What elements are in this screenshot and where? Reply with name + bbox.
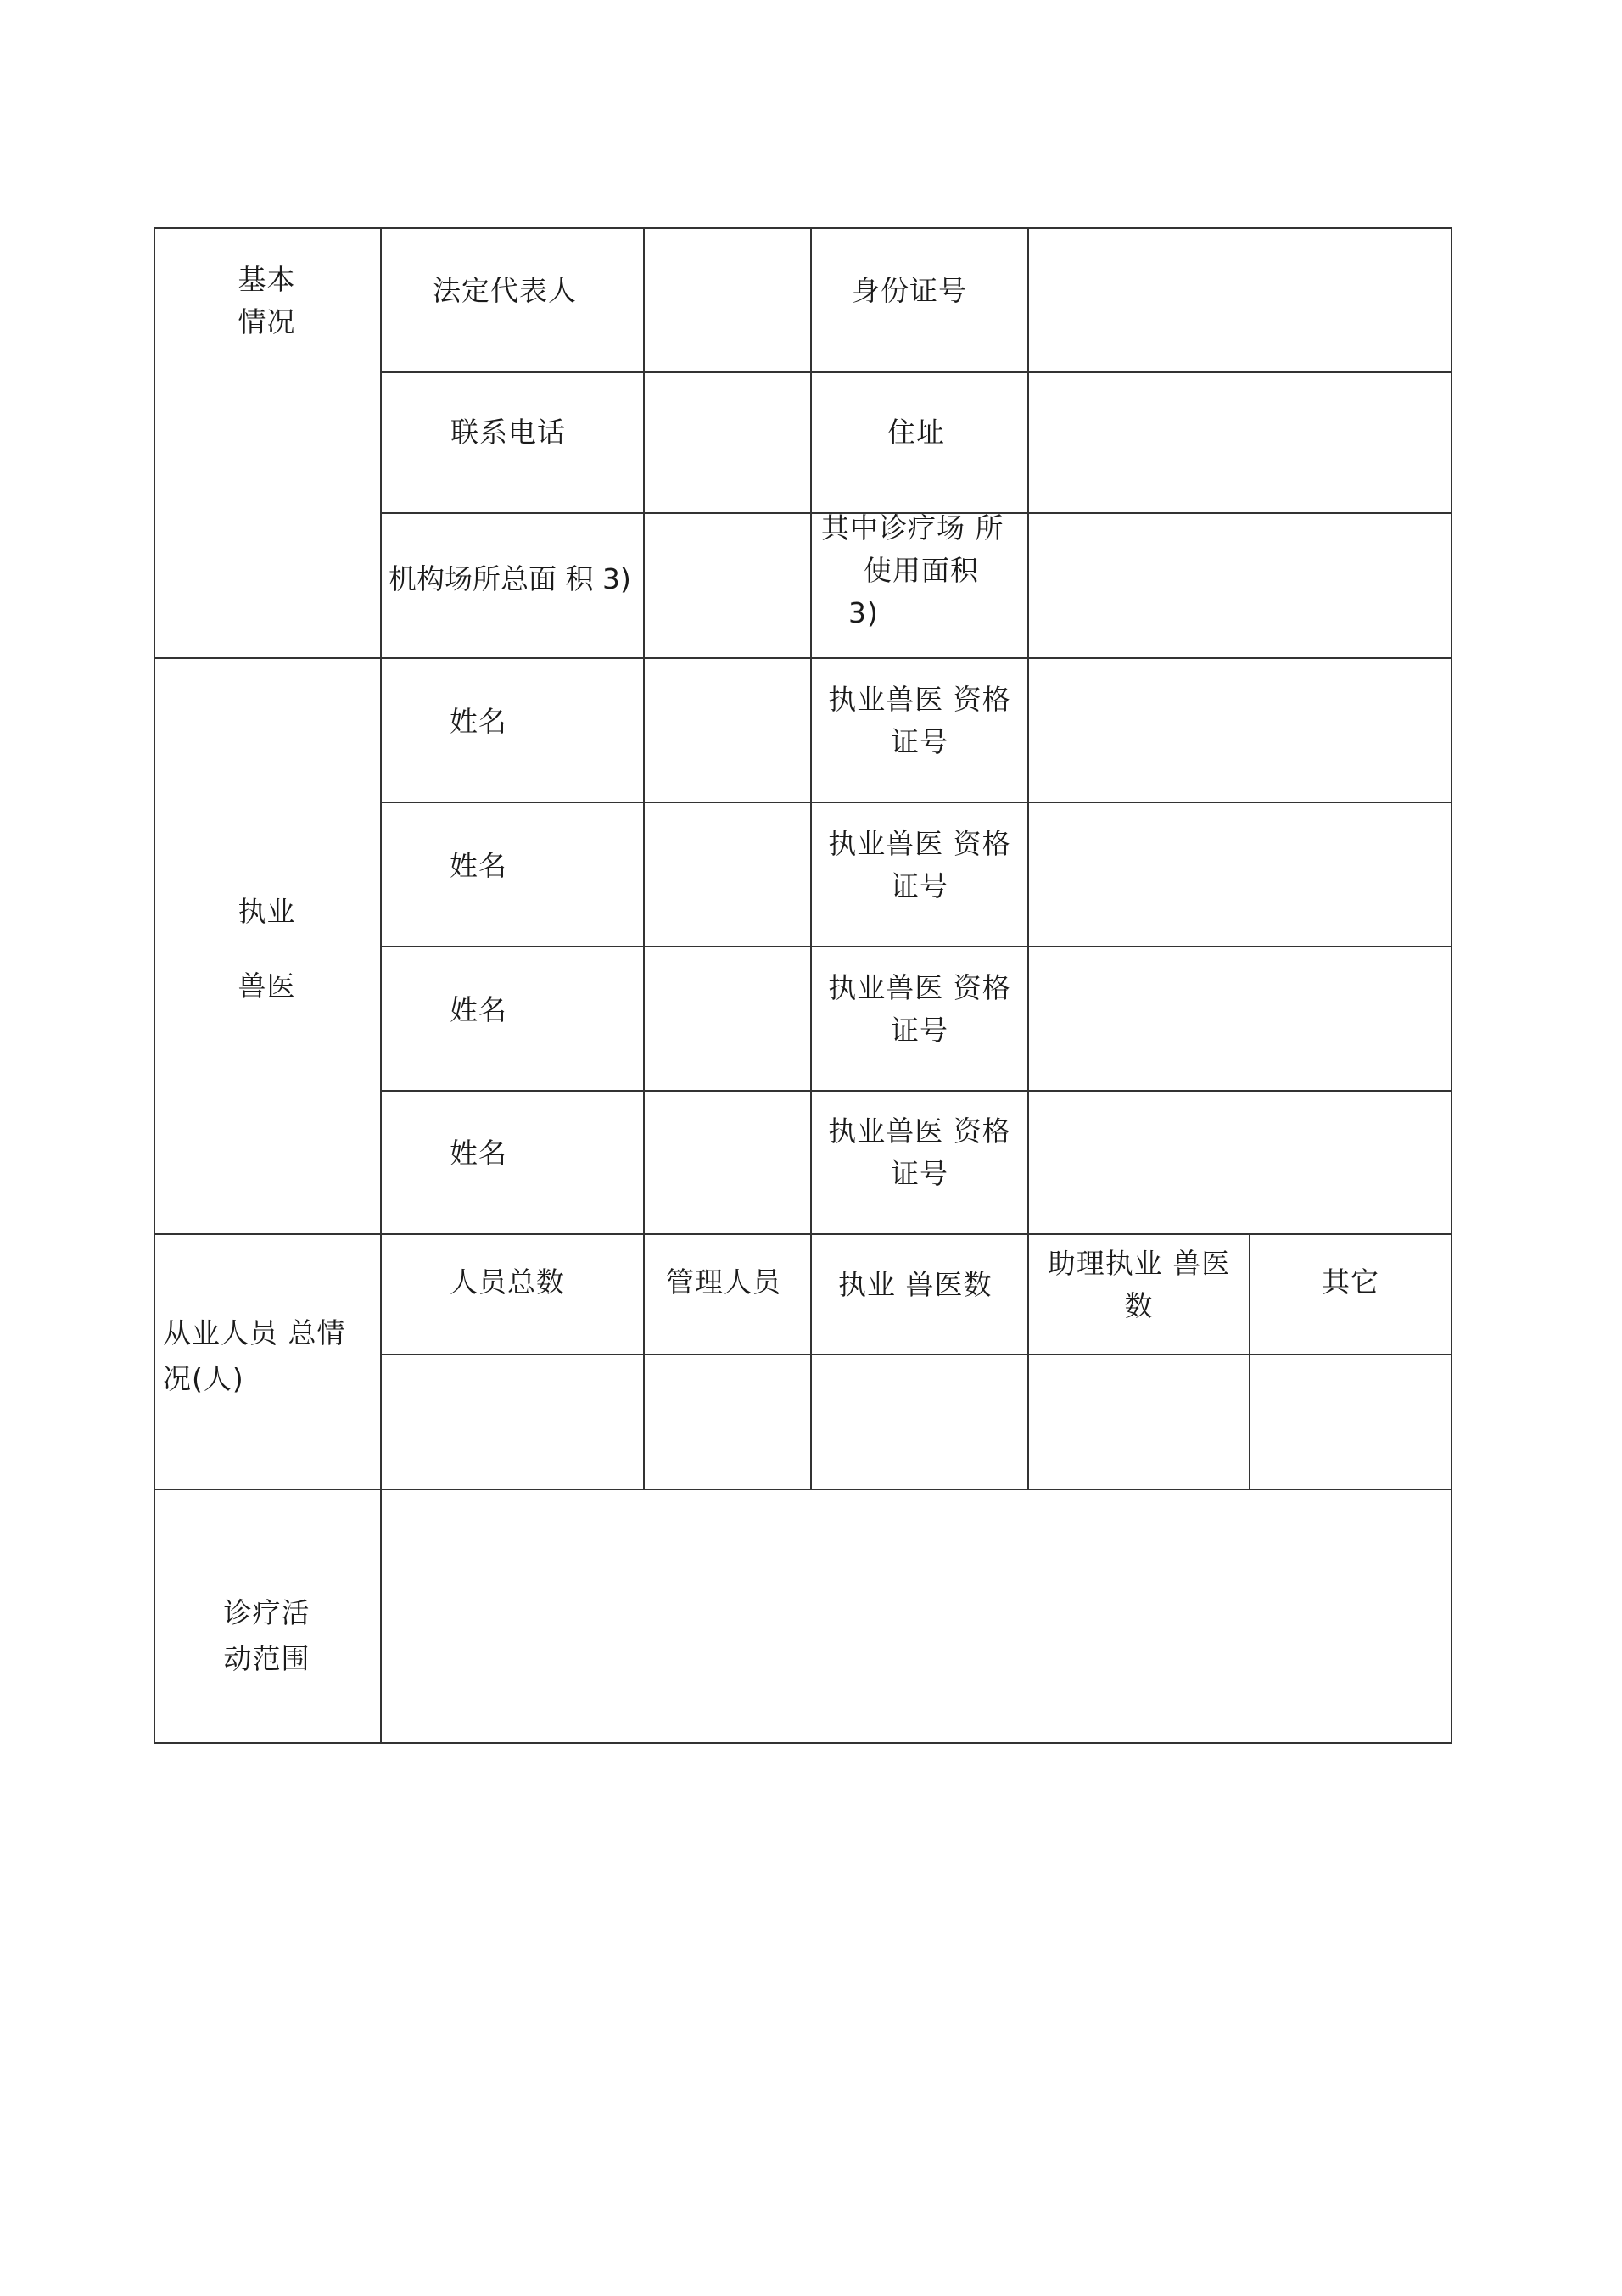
address-label: 住址 (887, 416, 945, 449)
vet-1-name-field[interactable] (645, 659, 810, 802)
staff-total-field[interactable] (382, 1355, 643, 1489)
staff-header-total: 人员总数 (450, 1265, 565, 1299)
vet-4-cert-label: 执业兽医 资格 证号 (828, 1114, 1011, 1190)
phone-label: 联系电话 (450, 416, 566, 449)
vet-4-name-label: 姓名 (450, 1137, 507, 1170)
section-divider-staff (154, 1233, 1452, 1235)
phone-field[interactable] (645, 373, 810, 512)
vet-4-cert-field[interactable] (1029, 1092, 1451, 1233)
staff-management-field[interactable] (645, 1355, 810, 1489)
vet-2-cert-field[interactable] (1029, 803, 1451, 946)
address-field[interactable] (1029, 373, 1451, 512)
staff-header-assistant: 助理执业 兽医 数 (1047, 1247, 1231, 1322)
staff-other-field[interactable] (1250, 1355, 1451, 1489)
staff-header-other: 其它 (1322, 1265, 1379, 1299)
vet-2-name-field[interactable] (645, 803, 810, 946)
vets-section-label: 执业 兽医 (238, 895, 296, 1003)
scope-field[interactable] (382, 1490, 1451, 1742)
vet-2-cert-label: 执业兽医 资格 证号 (828, 827, 1011, 902)
vet-4-name-field[interactable] (645, 1092, 810, 1233)
scope-section-label: 诊疗活 动范围 (223, 1596, 310, 1675)
legal-rep-field[interactable] (645, 229, 810, 371)
vet-3-cert-field[interactable] (1029, 947, 1451, 1090)
vet-2-name-label: 姓名 (450, 849, 507, 882)
vet-3-name-field[interactable] (645, 947, 810, 1090)
total-area-field[interactable] (645, 514, 810, 657)
staff-vets-field[interactable] (812, 1355, 1027, 1489)
staff-assistant-field[interactable] (1029, 1355, 1249, 1489)
clinic-area-field[interactable] (1029, 514, 1451, 657)
legal-rep-label: 法定代表人 (433, 274, 577, 307)
id-number-label: 身份证号 (852, 274, 967, 307)
staff-section-label: 从业人员 总情 况(人) (163, 1316, 346, 1395)
vet-1-name-label: 姓名 (450, 705, 507, 738)
vet-1-cert-label: 执业兽医 资格 证号 (828, 683, 1011, 758)
vet-3-cert-label: 执业兽医 资格 证号 (828, 971, 1011, 1047)
staff-header-management: 管理人员 (666, 1265, 781, 1299)
table-border-bottom (154, 1742, 1452, 1744)
id-number-field[interactable] (1029, 229, 1451, 371)
table-border-right (1451, 227, 1452, 1744)
vet-1-cert-field[interactable] (1029, 659, 1451, 802)
staff-header-vets: 执业 兽医数 (838, 1268, 993, 1301)
clinic-area-label: 其中诊疗场 所 使用面积 3) (821, 511, 1004, 629)
basic-section-label: 基本 情况 (238, 263, 296, 338)
vet-3-name-label: 姓名 (450, 993, 507, 1026)
total-area-label: 机构场所总面 积 3) (389, 562, 631, 595)
